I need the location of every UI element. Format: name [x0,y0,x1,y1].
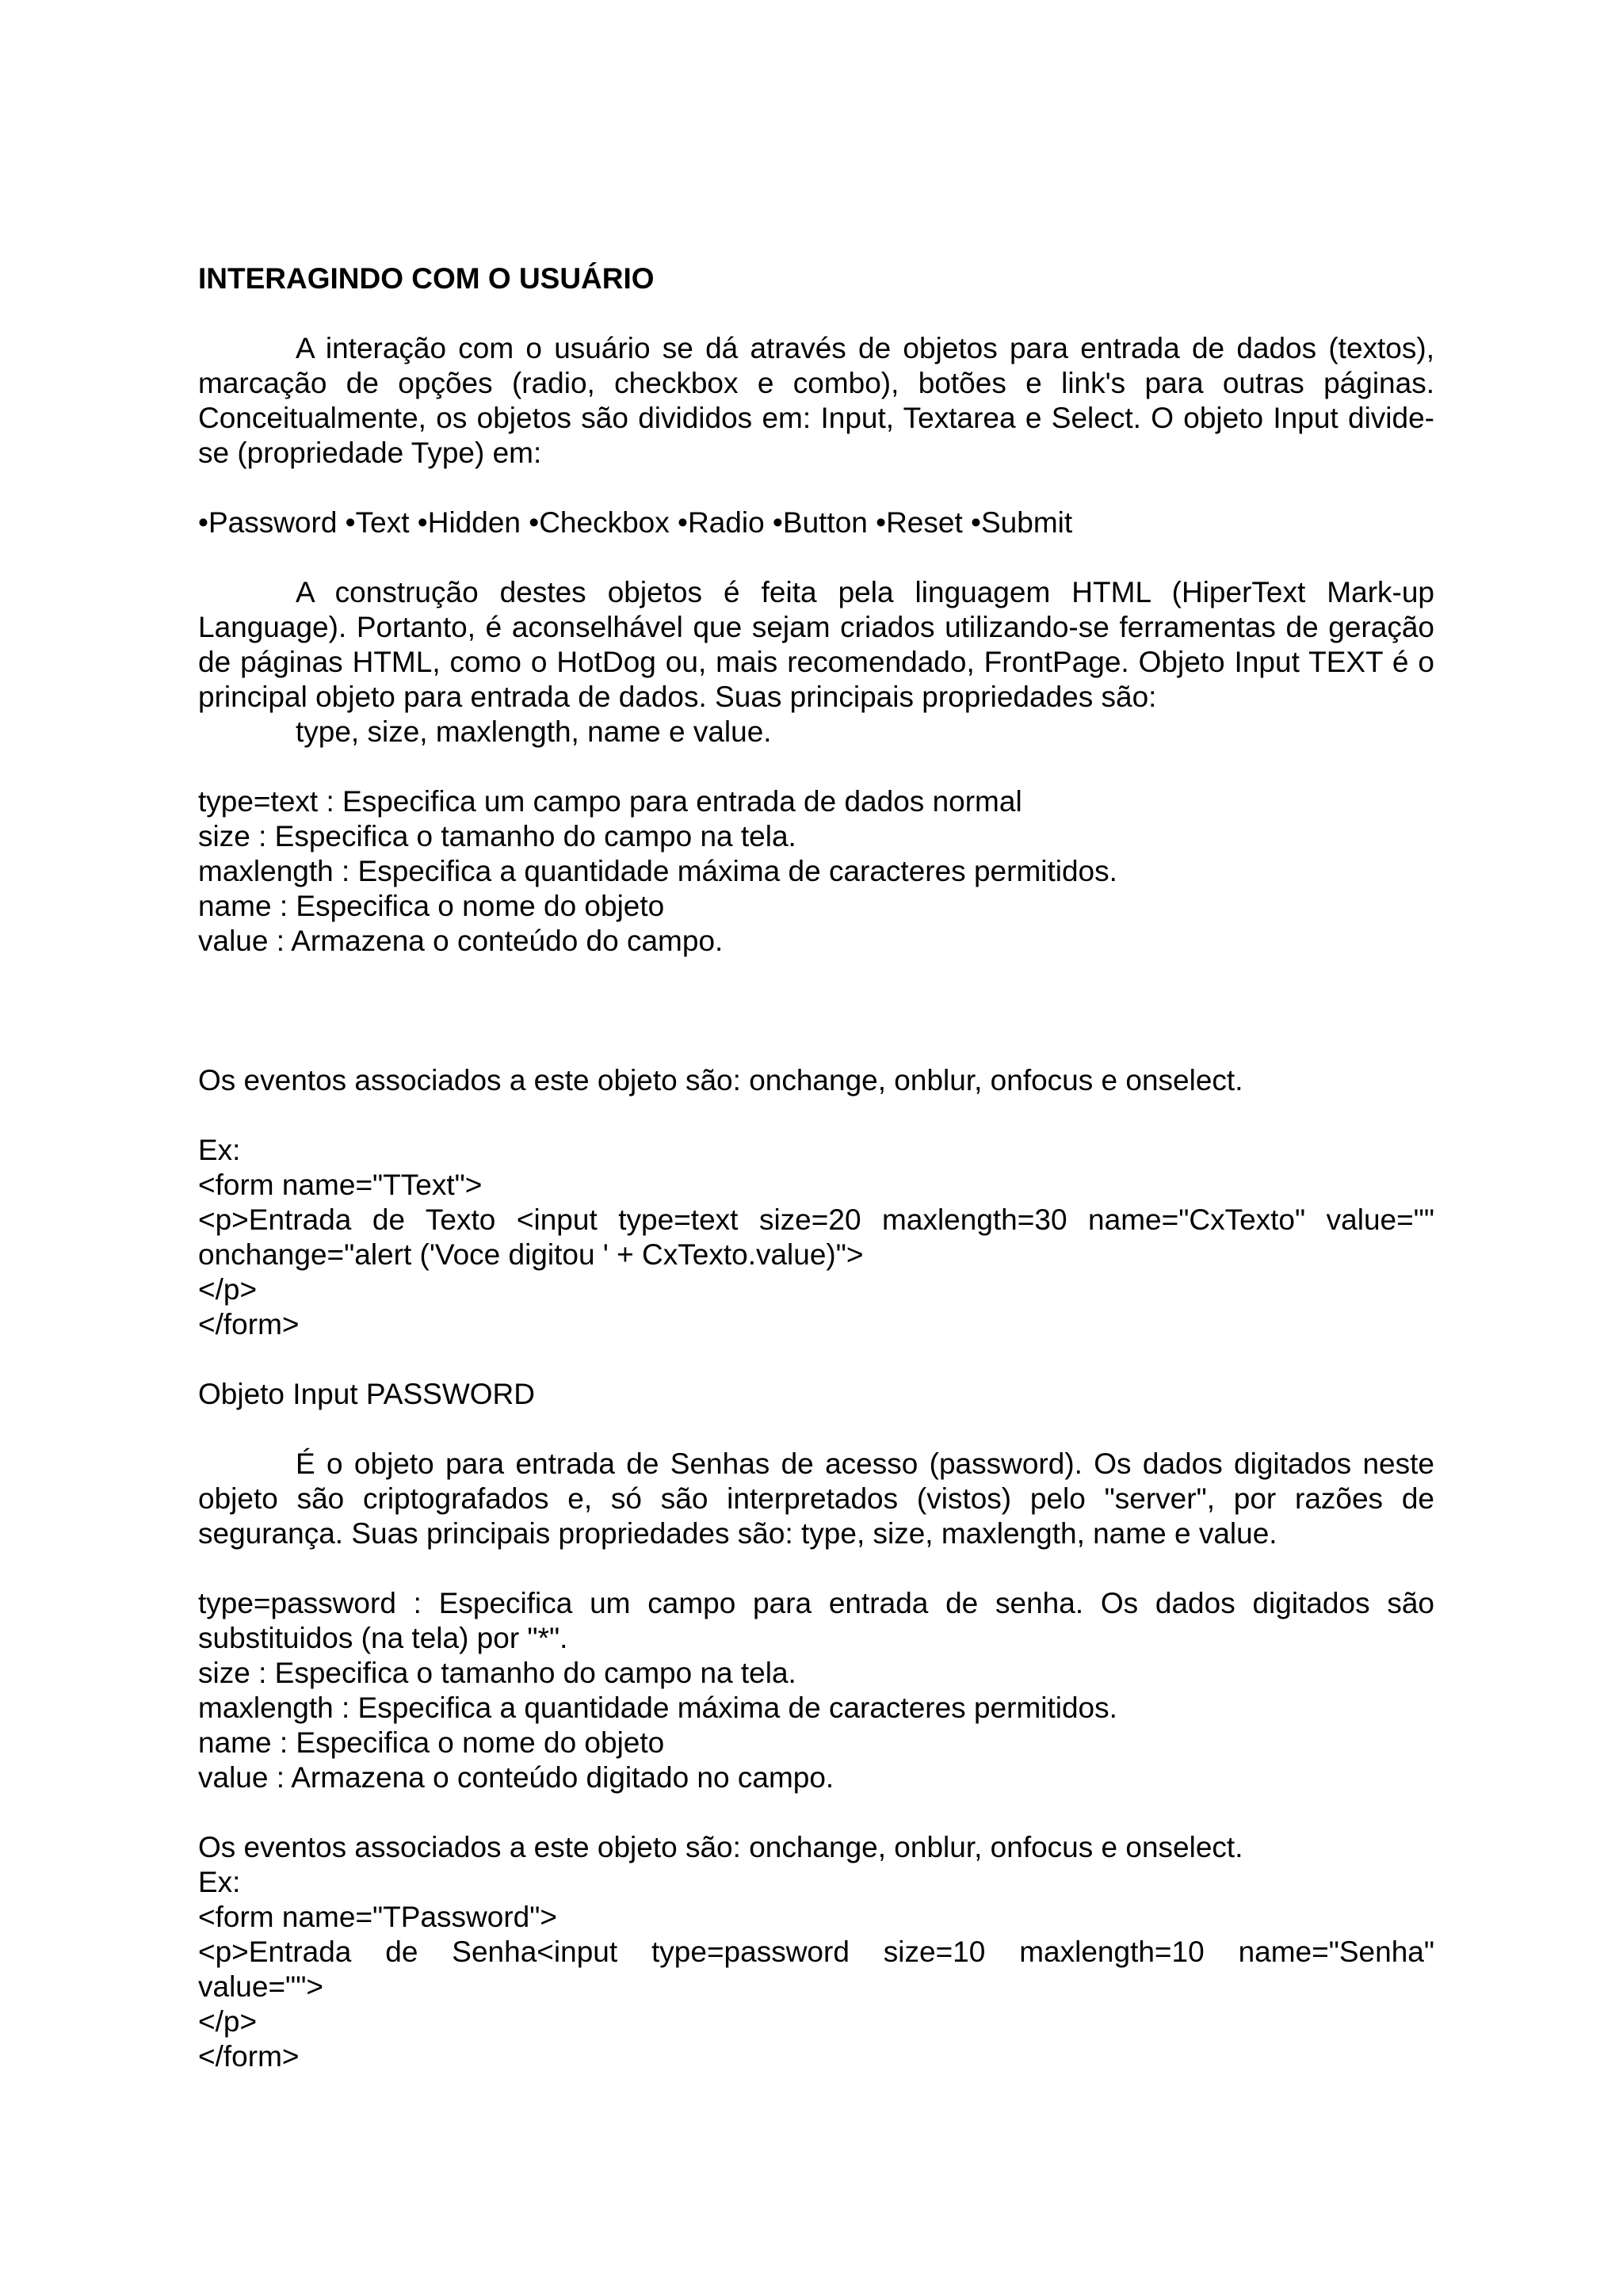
password-prop-name: name : Especifica o nome do objeto [198,1726,665,1759]
construction-paragraph: A construção destes objetos é feita pela linguagem HTML (HiperText Mark-up Language). Portanto, é aconselhável que sejam criados utilizando-se ferramentas de geração de páginas HTML, como o HotDog ou, mais recomendado, FrontPage. Objeto Input TEXT é o principal objeto para entrada de dados. Suas principais propriedades são: [198,576,1434,713]
password-events: Os eventos associados a este objeto são: onchange, onblur, onfocus e onselect. [198,1831,1243,1863]
password-example-line: </p> [198,2005,258,2038]
password-example-line: <form name="TPassword"> [198,1901,557,1933]
page-title: INTERAGINDO COM O USUÁRIO [198,262,655,295]
password-prop-maxlength: maxlength : Especifica a quantidade máxima de caracteres permitidos. [198,1691,1117,1724]
text-example-line: </form> [198,1308,300,1341]
text-example-line: onchange="alert ('Voce digitou ' + CxTexto.value)"> [198,1238,864,1271]
text-example-line: <form name="TText"> [198,1169,483,1201]
input-types-list: •Password •Text •Hidden •Checkbox •Radio •Button •Reset •Submit [198,506,1073,539]
text-example-label: Ex: [198,1134,241,1166]
text-example-line: <p>Entrada de Texto <input type=text size=20 maxlength=30 name="CxTexto" value="" [198,1203,1434,1236]
password-heading: Objeto Input PASSWORD [198,1378,535,1410]
text-properties-list [198,784,1434,959]
password-example-line: </form> [198,2040,300,2073]
password-example-line: value=""> [198,1970,323,2003]
text-example-line: </p> [198,1273,258,1306]
document-page [198,261,1434,2074]
password-prop-size: size : Especifica o tamanho do campo na tela. [198,1657,796,1689]
password-prop-type: type=password : Especifica um campo para entrada de senha. Os dados digitados são substituidos (na tela) por "*". [198,1587,1434,1654]
password-example-line: <p>Entrada de Senha<input type=password size=10 maxlength=10 name="Senha" [198,1936,1434,1968]
text-properties-summary: type, size, maxlength, name e value. [296,715,772,748]
password-prop-value: value : Armazena o conteúdo digitado no campo. [198,1761,834,1794]
password-properties-list [198,1586,1434,1795]
text-prop-type: type=text : Especifica um campo para entrada de dados normal [198,785,1022,818]
text-prop-value: value : Armazena o conteúdo do campo. [198,925,724,957]
text-prop-size: size : Especifica o tamanho do campo na tela. [198,820,796,852]
text-prop-name: name : Especifica o nome do objeto [198,890,665,922]
text-prop-maxlength: maxlength : Especifica a quantidade máxima de caracteres permitidos. [198,855,1117,887]
password-example-code [198,1865,1434,2074]
password-intro-paragraph: É o objeto para entrada de Senhas de acesso (password). Os dados digitados neste objeto são criptografados e, só são interpretados (vistos) pelo "server", por razões de segurança. Suas principais propriedades são: type, size, maxlength, name e value. [198,1447,1434,1550]
intro-paragraph: A interação com o usuário se dá através de objetos para entrada de dados (textos), marcação de opções (radio, checkbox e combo), botões e link's para outras páginas. Conceitualmente, os objetos são divididos em: Input, Textarea e Select. O objeto Input divide-se (propriedade Type) em: [198,332,1434,469]
password-example-label: Ex: [198,1866,241,1898]
text-events: Os eventos associados a este objeto são: onchange, onblur, onfocus e onselect. [198,1064,1243,1097]
text-example-code [198,1133,1434,1342]
